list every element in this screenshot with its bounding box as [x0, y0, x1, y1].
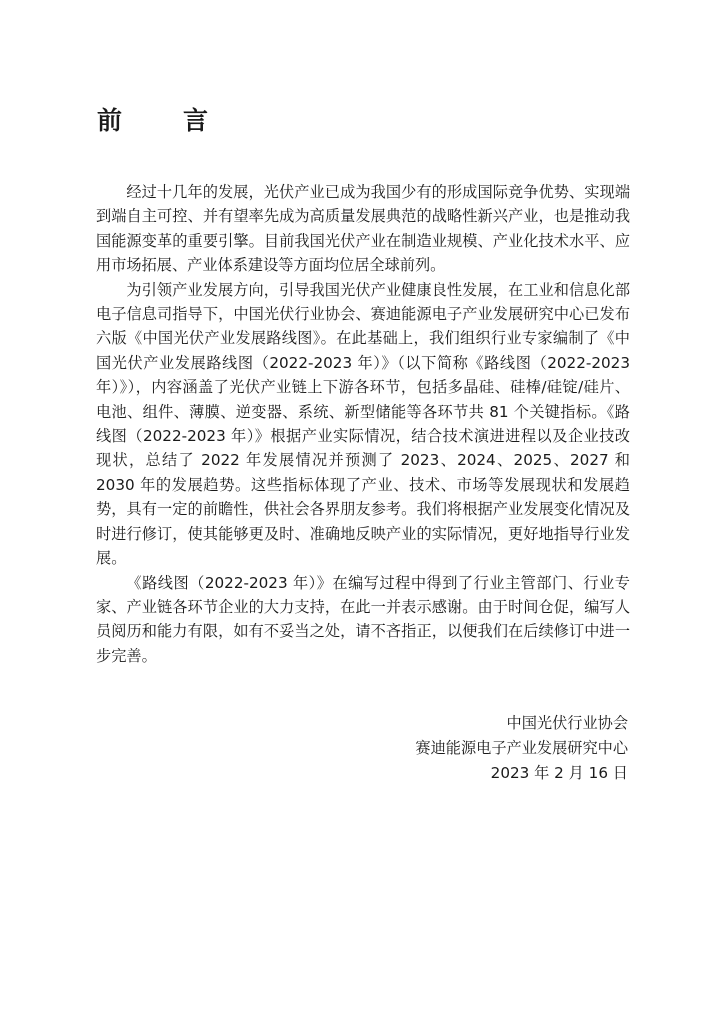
preface-paragraph-2: 为引领产业发展方向，引导我国光伏产业健康良性发展，在工业和信息化部电子信息司指导下，中国光伏行业协会、赛迪能源电子产业发展研究中心已发布六版《中国光伏产业发展路线图》。在此基础上，我们组织行业专家编制了《中国光伏产业发展路线图（2022-2023 年）》（以下简称《路线图（2022-2023 年）》），内容涵盖了光伏产业链上下游各环节，包括多晶硅、硅棒/硅锭/硅片、电池、组件、薄膜、逆变器、系统、新型储能等各环节共 81 个关键指标。《路线图（2022-2023 年）》根据产业实际情况，结合技术演进进程以及企业技改现状，总结了 2022 年发展情况并预测了 2023、2024、2025、2027 和 2030 年的发展趋势。这些指标体现了产业、技术、市场等发展现状和发展趋势，具有一定的前瞻性，供社会各界朋友参考。我们将根据产业发展变化情况及时进行修订，使其能够更及时、准确地反映产业的实际情况，更好地指导行业发展。 [96, 280, 630, 568]
signature-organization-1: 中国光伏行业协会 [506, 714, 628, 732]
preface-paragraph-1: 经过十几年的发展，光伏产业已成为我国少有的形成国际竞争优势、实现端到端自主可控、并有望率先成为高质量发展典范的战略性新兴产业，也是推动我国能源变革的重要引擎。目前我国光伏产业在制造业规模、产业化技术水平、应用市场拓展、产业体系建设等方面均位居全球前列。 [96, 183, 630, 275]
signature-organization-2: 赛迪能源电子产业发展研究中心 [415, 739, 628, 757]
preface-paragraph-3: 《路线图（2022-2023 年）》在编写过程中得到了行业主管部门、行业专家、产业链各环节企业的大力支持，在此一并表示感谢。由于时间仓促，编写人员阅历和能力有限，如有不妥当之处，请不吝指正，以便我们在后续修订中进一步完善。 [96, 573, 630, 665]
preface-body [96, 180, 630, 668]
signature-block [415, 711, 628, 786]
signature-date: 2023 年 2 月 16 日 [490, 764, 628, 782]
page-title: 前 言 [97, 106, 227, 135]
